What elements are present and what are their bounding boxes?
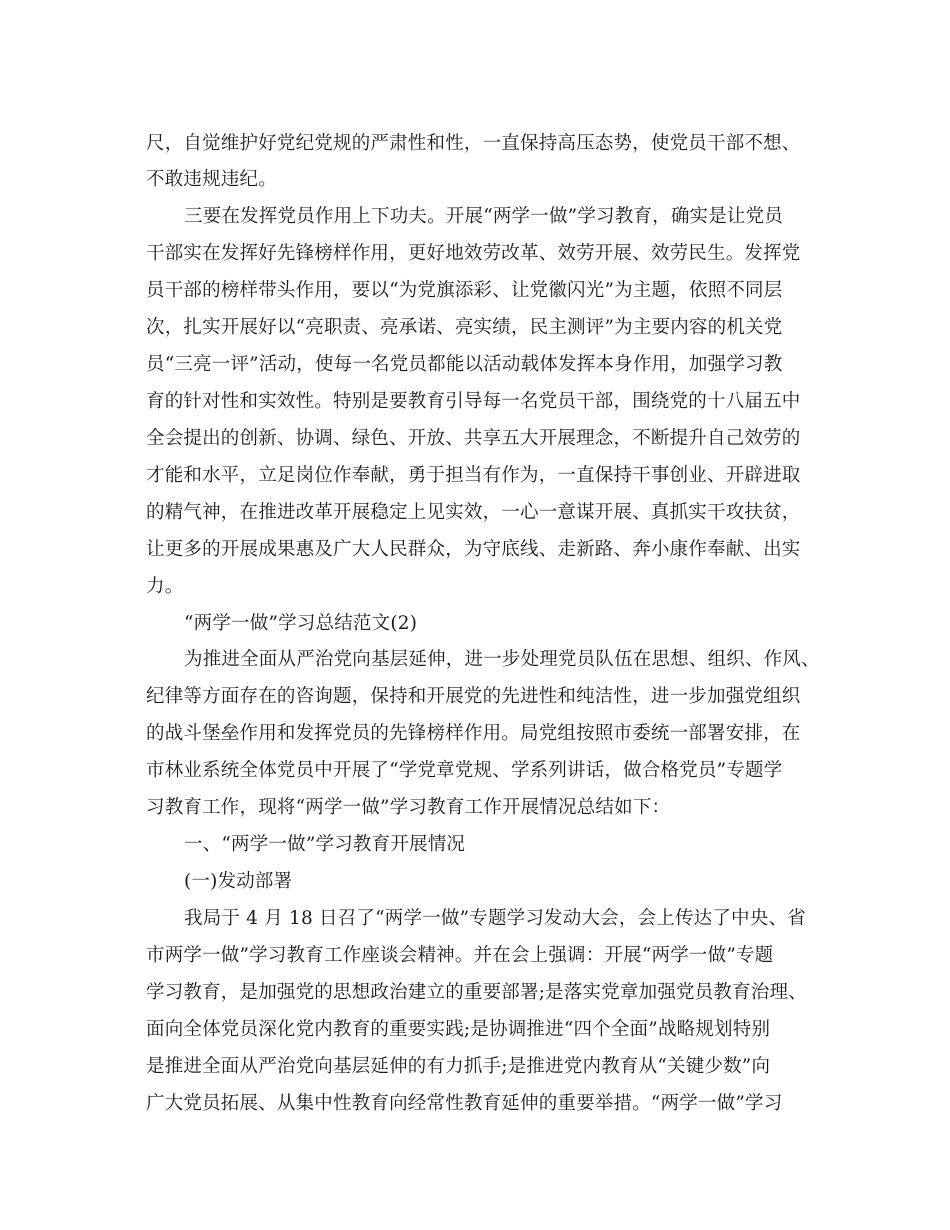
text-line: 广大党员拓展、从集中性教育向经常性教育延伸的重要举措。“两学一做”学习 [146, 1093, 783, 1114]
text-line: 不敢违规违纪。 [146, 169, 277, 190]
text-line: 尺，自觉维护好党纪党规的严肃性和性，一直保持高压态势，使党员干部不想、 [146, 133, 801, 154]
text-line: 三要在发挥党员作用上下功夫。开展“两学一做”学习教育，确实是让党员 [184, 206, 784, 227]
heading-level-2: (一)发动部署 [184, 871, 293, 892]
text-line: 市两学一做”学习教育工作座谈会精神。并在会上强调：开展“两学一做”专题 [146, 945, 774, 966]
text-line: 才能和水平，立足岗位作奉献，勇于担当有作为，一直保持干事创业、开辟进取 [146, 465, 801, 486]
text-line: 习教育工作，现将“两学一做”学习教育工作开展情况总结如下： [146, 797, 671, 818]
text-line: 是推进全面从严治党向基层延伸的有力抓手;是推进党内教育从“关键少数”向 [146, 1056, 771, 1077]
section-title: “两学一做”学习总结范文(2) [184, 613, 418, 634]
text-line: 面向全体党员深化党内教育的重要实践;是协调推进“四个全面”战略规划特别 [146, 1019, 771, 1040]
text-line: 让更多的开展成果惠及广大人民群众，为守底线、走新路、奔小康作奉献、出实 [146, 539, 801, 560]
text-line: 我局于 4 月 18 日召了“两学一做”专题学习发动大会，会上传达了中央、省 [184, 908, 806, 929]
text-line: 市林业系统全体党员中开展了“学党章党规、学系列讲话，做合格党员”专题学 [146, 760, 783, 781]
text-line: 全会提出的创新、协调、绿色、开放、共享五大开展理念，不断提升自己效劳的 [146, 428, 801, 449]
text-line: 学习教育，是加强党的思想政治建立的重要部署;是落实党章加强党员教育治理、 [146, 982, 807, 1003]
text-line: 干部实在发挥好先锋榜样作用，更好地效劳改革、效劳开展、效劳民生。发挥党 [146, 243, 801, 264]
text-line: 为推进全面从严治党向基层延伸，进一步处理党员队伍在思想、组织、作风、 [184, 649, 820, 670]
text-line: 的战斗堡垒作用和发挥党员的先锋榜样作用。局党组按照市委统一部署安排，在 [146, 723, 801, 744]
text-line: 育的针对性和实效性。特别是要教育引导每一名党员干部，围绕党的十八届五中 [146, 391, 801, 412]
text-line: 次，扎实开展好以“亮职责、亮承诺、亮实绩，民主测评”为主要内容的机关党 [146, 317, 783, 338]
text-line: 的精气神，在推进改革开展稳定上见实效，一心一意谋开展、真抓实干攻扶贫， [146, 502, 801, 523]
text-line: 员“三亮一评”活动，使每一名党员都能以活动载体发挥本身作用，加强学习教 [146, 354, 783, 375]
text-line: 纪律等方面存在的咨询题，保持和开展党的先进性和纯洁性，进一步加强党组织 [146, 686, 801, 707]
text-line: 力。 [146, 576, 184, 597]
text-line: 员干部的榜样带头作用，要以“为党旗添彩、让党徽闪光”为主题，依照不同层 [146, 280, 783, 301]
heading-level-1: 一、“两学一做”学习教育开展情况 [184, 834, 466, 855]
